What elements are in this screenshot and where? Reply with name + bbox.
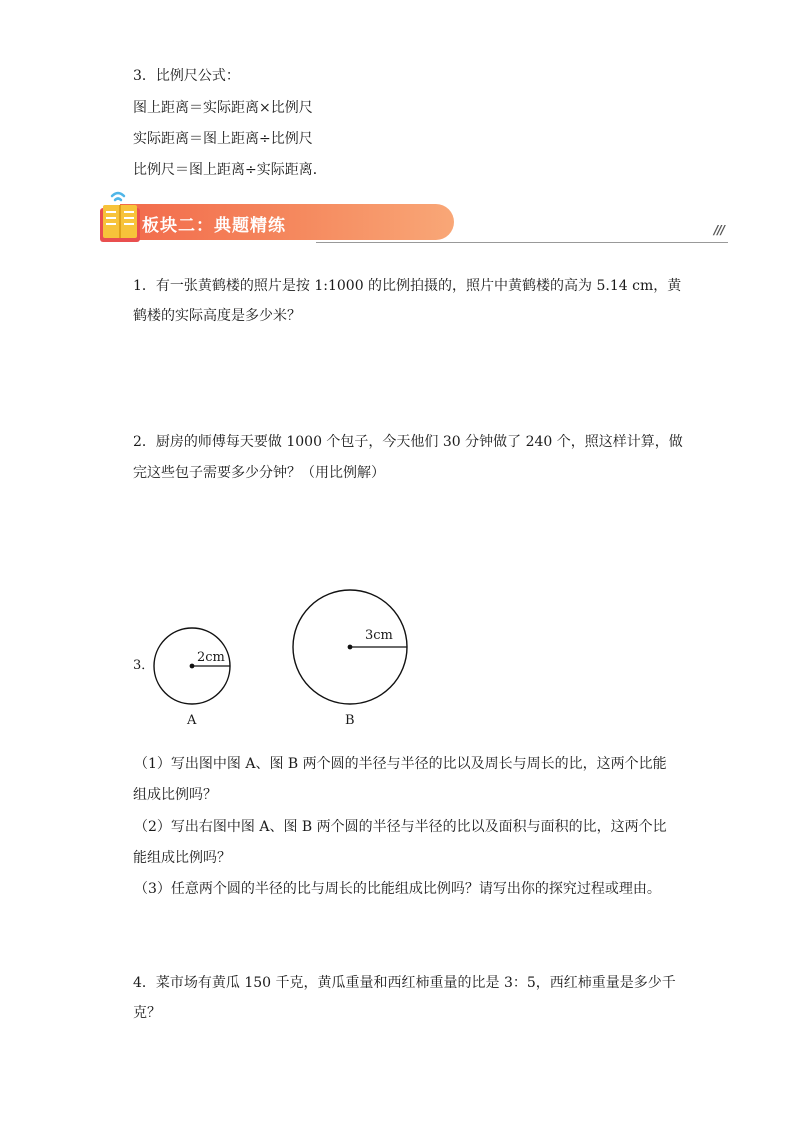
section-decoration: /// bbox=[713, 223, 724, 237]
problem-1-line-1: 1．有一张黄鹤楼的照片是按 1:1000 的比例拍摄的，照片中黄鹤楼的高为 5.14 cm，黄 bbox=[133, 278, 682, 294]
problem-4-line-2: 克？ bbox=[133, 1005, 161, 1021]
problem-3-q1-line-1: （1）写出图中图 A、图 B 两个圆的半径与半径的比以及周长与周长的比，这两个比能 bbox=[134, 756, 667, 772]
circle-b-name: B bbox=[345, 713, 355, 728]
problem-4-line-1: 4．菜市场有黄瓜 150 千克，黄瓜重量和西红柿重量的比是 3：5，西红柿重量是多少千 bbox=[133, 975, 676, 991]
formula-line-3: 比例尺＝图上距离÷实际距离． bbox=[133, 162, 327, 178]
problem-3-q1-line-2: 组成比例吗？ bbox=[133, 787, 217, 803]
problem-2-line-2: 完这些包子需要多少分钟？（用比例解） bbox=[133, 465, 385, 481]
section-header bbox=[96, 186, 728, 248]
circles-figure bbox=[133, 586, 433, 736]
circle-a-radius-label: 2cm bbox=[197, 650, 225, 665]
problem-3-q2-line-1: （2）写出右图中图 A、图 B 两个圆的半径与半径的比以及面积与面积的比，这两个比 bbox=[134, 819, 667, 835]
section-divider bbox=[316, 242, 728, 243]
circle-b-radius-label: 3cm bbox=[365, 628, 393, 643]
section-title: 板块二：典题精练 bbox=[142, 216, 286, 236]
problem-2-line-1: 2．厨房的师傅每天要做 1000 个包子，今天他们 30 分钟做了 240 个，照这样计算，做 bbox=[133, 434, 683, 450]
formula-line-1: 图上距离＝实际距离×比例尺 bbox=[133, 100, 313, 116]
problem-3-q2-line-2: 能组成比例吗？ bbox=[133, 850, 231, 866]
circle-a-name: A bbox=[187, 713, 197, 728]
problem-3-q3: （3）任意两个圆的半径的比与周长的比能组成比例吗？请写出你的探究过程或理由。 bbox=[134, 881, 661, 897]
problem-1-line-2: 鹤楼的实际高度是多少米？ bbox=[133, 308, 301, 324]
formula-line-2: 实际距离＝图上距离÷比例尺 bbox=[133, 131, 313, 147]
formula-heading: 3．比例尺公式： bbox=[133, 68, 240, 84]
problem-3-number: 3． bbox=[133, 658, 155, 673]
